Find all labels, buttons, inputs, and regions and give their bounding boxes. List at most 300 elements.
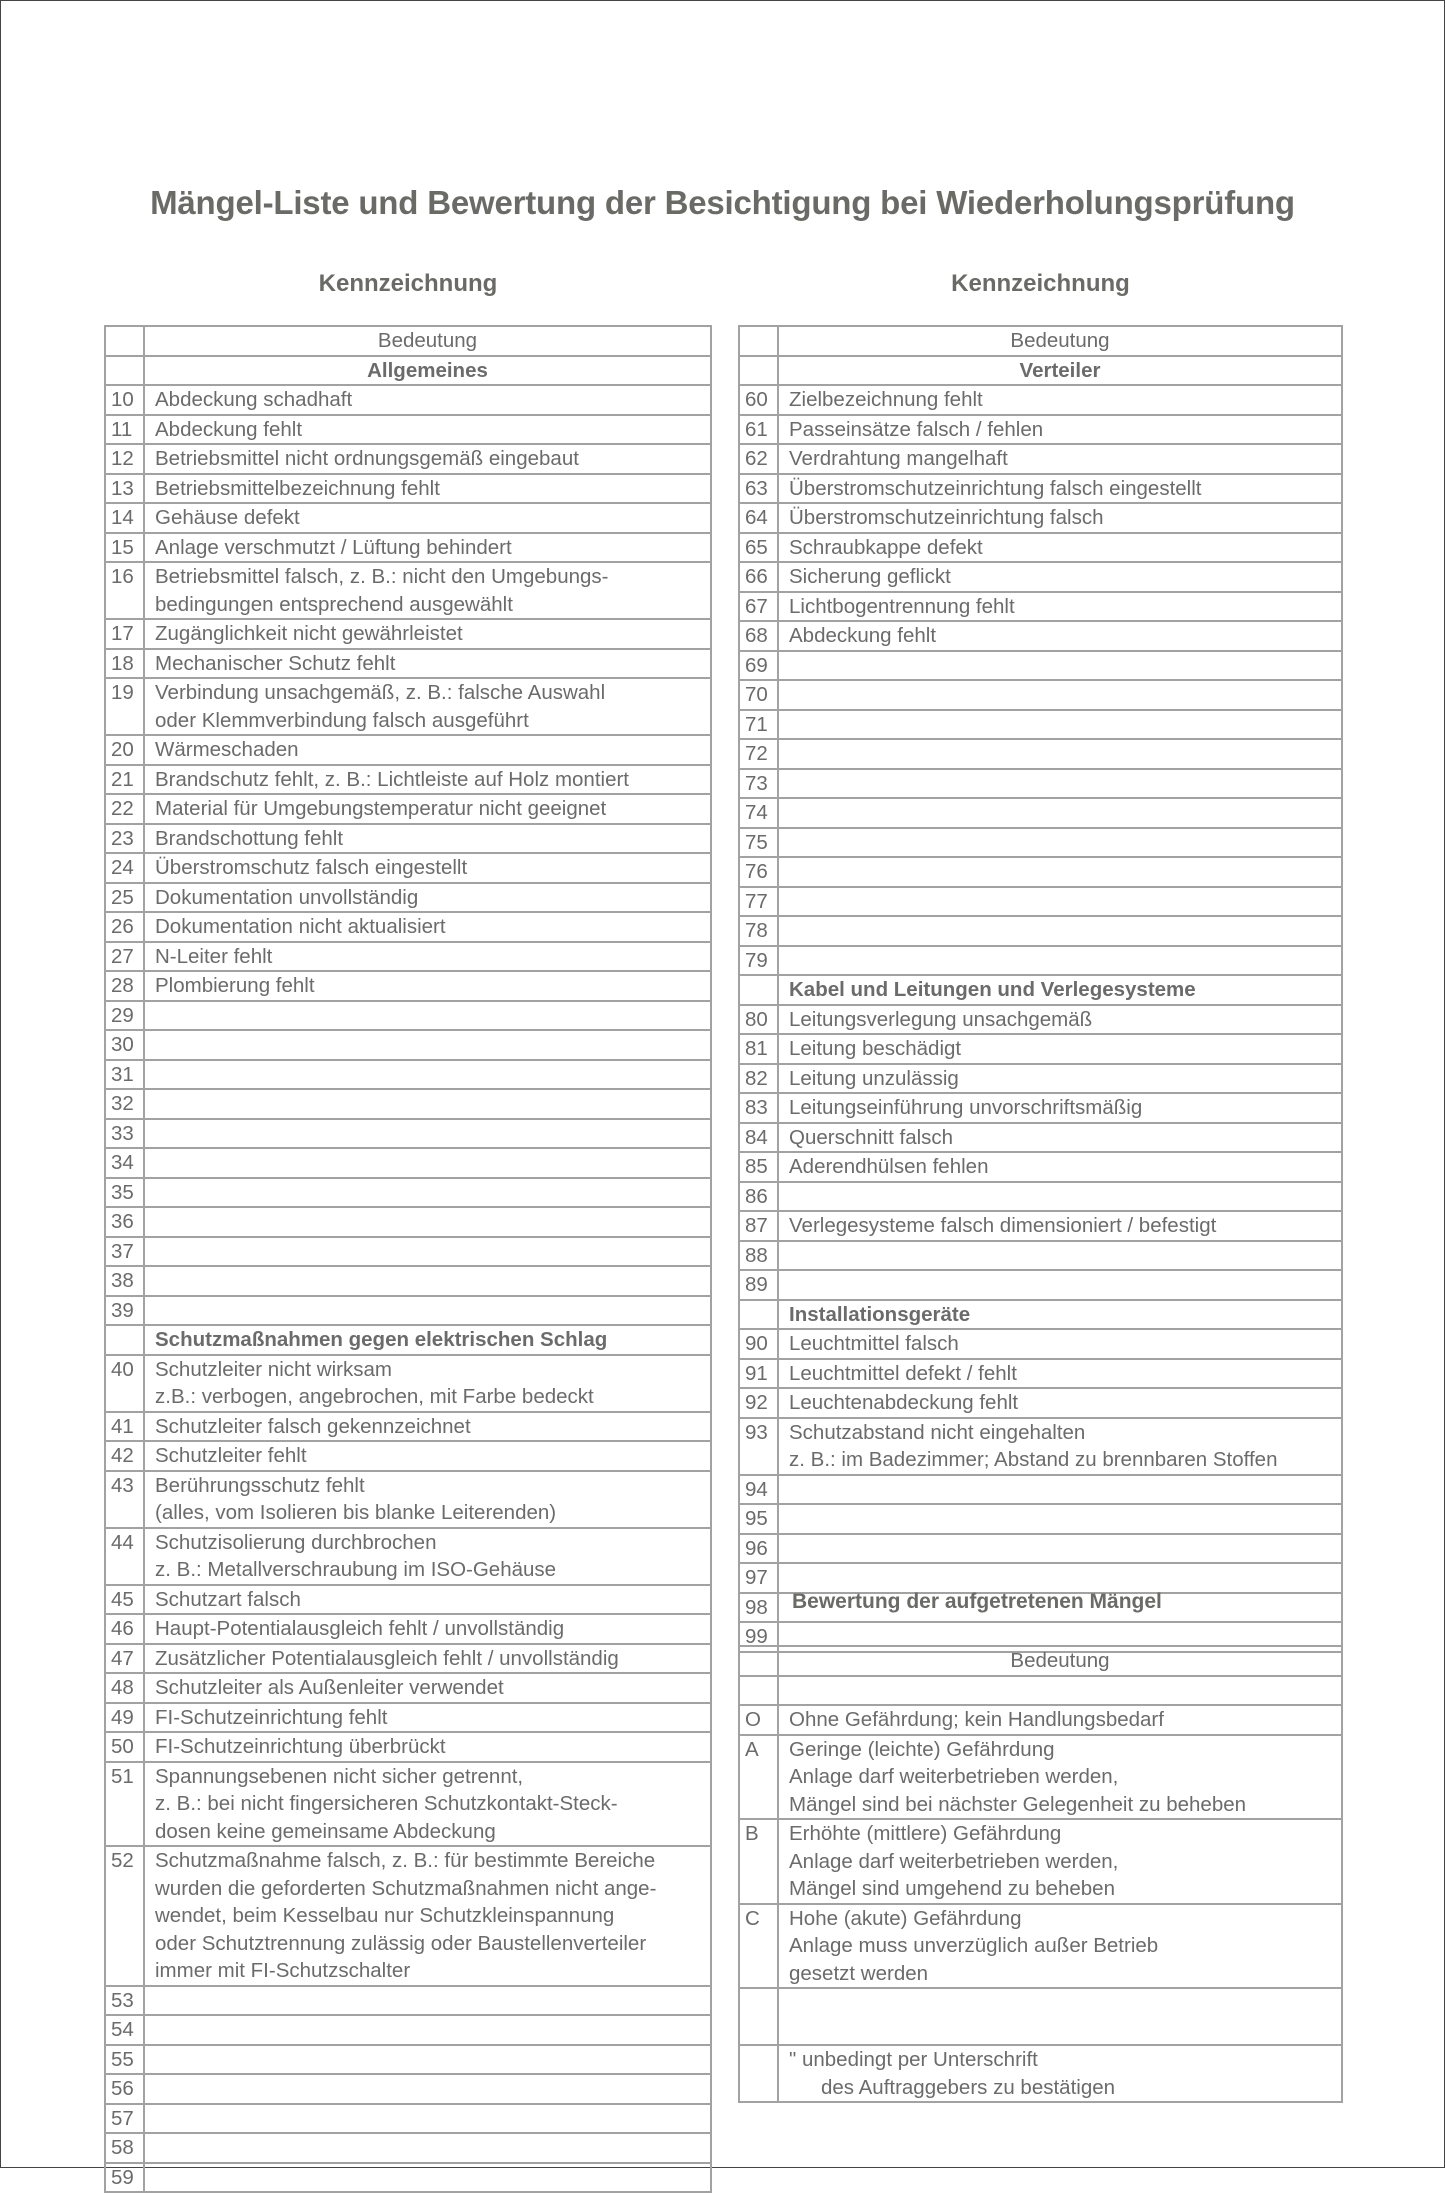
description-line: Haupt-Potentialausgleich fehlt / unvollständig — [155, 1617, 565, 1640]
table-row — [105, 474, 711, 504]
row-number: O — [739, 1705, 778, 1735]
table-row — [105, 1528, 711, 1585]
table-row — [739, 503, 1342, 533]
row-number: 34 — [105, 1148, 144, 1178]
left-heading: Kennzeichnung — [318, 270, 498, 297]
row-description — [778, 1359, 1342, 1389]
table-row — [105, 1237, 711, 1267]
row-number: 59 — [105, 2163, 144, 2193]
row-description[interactable] — [144, 1030, 711, 1060]
table-row — [739, 592, 1342, 622]
row-number: 68 — [739, 621, 778, 651]
row-description — [144, 619, 711, 649]
description-line — [155, 1987, 710, 2015]
row-description — [778, 1211, 1342, 1241]
row-description — [144, 444, 711, 474]
table-row — [105, 1441, 711, 1471]
row-number: 22 — [105, 794, 144, 824]
description-line: Leuchtenabdeckung fehlt — [789, 1391, 1019, 1414]
table-row — [105, 942, 711, 972]
table-row — [105, 912, 711, 942]
description-line: gesetzt werden — [789, 1961, 929, 1985]
description-line — [789, 1183, 1341, 1211]
description-line: z. B.: Metallverschraubung im ISO-Gehäuse — [155, 1558, 557, 1581]
table-row — [105, 2045, 711, 2075]
description-line: Schutzleiter falsch gekennzeichnet — [155, 1414, 471, 1438]
row-description — [144, 824, 711, 854]
row-description[interactable] — [144, 1178, 711, 1208]
description-line: Spannungsebenen nicht sicher getrennt, — [155, 1764, 524, 1788]
description-line: Schutzleiter als Außenleiter verwendet — [155, 1676, 504, 1699]
description-line: Leitung unzulässig — [789, 1066, 959, 1090]
row-number: 91 — [739, 1359, 778, 1389]
evaluation-table — [738, 1645, 1343, 2103]
header-row — [105, 326, 711, 356]
row-number: 94 — [739, 1475, 778, 1505]
description-line — [789, 1505, 1341, 1533]
row-description — [778, 1418, 1342, 1475]
table-row — [739, 1182, 1342, 1212]
table-row — [739, 474, 1342, 504]
row-number: 21 — [105, 765, 144, 795]
row-number: 99 — [739, 1622, 778, 1652]
row-description — [144, 765, 711, 795]
description-line — [789, 829, 1341, 857]
description-line: Abdeckung schadhaft — [155, 388, 353, 411]
row-description — [778, 503, 1342, 533]
table-row — [105, 1355, 711, 1412]
description-line: Verdrahtung mangelhaft — [789, 447, 1008, 470]
row-number: 33 — [105, 1119, 144, 1149]
table-row — [105, 2074, 711, 2104]
section-row — [105, 1325, 711, 1355]
description-line: Abdeckung fehlt — [789, 624, 937, 647]
row-number: 84 — [739, 1123, 778, 1153]
row-number: 69 — [739, 651, 778, 681]
description-line: Zielbezeichnung fehlt — [789, 388, 983, 411]
description-line — [789, 652, 1341, 680]
row-number: 62 — [739, 444, 778, 474]
table-row — [105, 1673, 711, 1703]
section-title: Installationsgeräte — [778, 1300, 1342, 1330]
row-number: 39 — [105, 1296, 144, 1326]
row-description[interactable] — [144, 1296, 711, 1326]
row-number — [739, 1988, 778, 2045]
table-row — [105, 971, 711, 1001]
description-line: Schutzisolierung durchbrochen — [155, 1530, 437, 1554]
section-row — [739, 975, 1342, 1005]
column-header: Bedeutung — [778, 326, 1342, 356]
row-number: 81 — [739, 1034, 778, 1064]
description-line: Aderendhülsen fehlen — [789, 1155, 989, 1178]
section-row — [739, 356, 1342, 386]
row-description — [778, 1388, 1342, 1418]
row-number: 17 — [105, 619, 144, 649]
row-description — [144, 794, 711, 824]
row-number: 47 — [105, 1644, 144, 1674]
row-number: 95 — [739, 1504, 778, 1534]
row-number: 31 — [105, 1060, 144, 1090]
evaluation-heading: Bewertung der aufgetretenen Mängel — [792, 1590, 1162, 1613]
row-number: 46 — [105, 1614, 144, 1644]
description-line: Lichtbogentrennung fehlt — [789, 594, 1015, 618]
description-line: Schutzart falsch — [155, 1587, 301, 1611]
row-description — [144, 912, 711, 942]
row-description — [778, 1123, 1342, 1153]
table-row — [739, 798, 1342, 828]
table-row — [739, 1359, 1342, 1389]
description-line: Leitungsverlegung unsachgemäß — [789, 1007, 1093, 1031]
description-line: Schraubkappe defekt — [789, 535, 983, 559]
row-description[interactable] — [144, 2133, 711, 2163]
row-number: 13 — [105, 474, 144, 504]
description-line — [155, 1267, 710, 1295]
table-row — [105, 562, 711, 619]
row-number: 41 — [105, 1412, 144, 1442]
description-line: z. B.: bei nicht fingersicheren Schutzkontakt-Steck- — [155, 1792, 618, 1815]
description-line — [789, 888, 1341, 916]
description-line — [789, 917, 1341, 945]
table-row — [739, 621, 1342, 651]
table-row — [739, 1904, 1342, 1989]
row-number: 30 — [105, 1030, 144, 1060]
table-row — [105, 2104, 711, 2134]
row-description — [778, 1705, 1342, 1735]
description-line — [155, 1149, 710, 1177]
row-description[interactable] — [778, 710, 1342, 740]
row-description[interactable] — [144, 1119, 711, 1149]
table-row — [739, 1123, 1342, 1153]
row-number: 97 — [739, 1563, 778, 1593]
row-number: 32 — [105, 1089, 144, 1119]
table-row — [739, 1705, 1342, 1735]
row-description[interactable] — [144, 1148, 711, 1178]
row-number: 48 — [105, 1673, 144, 1703]
row-number: 27 — [105, 942, 144, 972]
row-number: 18 — [105, 649, 144, 679]
column-header: Bedeutung — [778, 1646, 1342, 1676]
row-description[interactable] — [144, 1237, 711, 1267]
row-number: 88 — [739, 1241, 778, 1271]
row-description[interactable] — [778, 769, 1342, 799]
table-row — [739, 739, 1342, 769]
description-line — [789, 947, 1341, 975]
table-row — [739, 946, 1342, 976]
table-row — [105, 1585, 711, 1615]
description-line: Geringe (leichte) Gefährdung — [789, 1737, 1055, 1761]
description-line: Material für Umgebungstemperatur nicht geeignet — [155, 797, 607, 820]
row-description — [144, 649, 711, 679]
row-description[interactable] — [778, 857, 1342, 887]
description-line — [155, 2046, 710, 2074]
description-line — [155, 1031, 710, 1059]
description-line: des Auftraggebers zu bestätigen — [821, 2075, 1116, 2099]
table-row — [739, 1388, 1342, 1418]
row-description[interactable] — [144, 1266, 711, 1296]
row-description — [778, 1819, 1342, 1904]
description-line: Berührungsschutz fehlt — [155, 1473, 365, 1497]
description-line: Leuchtmittel defekt / fehlt — [789, 1361, 1017, 1385]
description-line — [789, 1564, 1341, 1592]
row-description[interactable] — [144, 1060, 711, 1090]
row-description — [144, 853, 711, 883]
row-number — [739, 356, 778, 386]
description-line — [789, 1476, 1341, 1504]
description-line: Leitung beschädigt — [789, 1037, 962, 1060]
row-description — [144, 1644, 711, 1674]
description-line — [155, 1061, 710, 1089]
table-row — [739, 444, 1342, 474]
row-description[interactable] — [144, 2104, 711, 2134]
table-row — [105, 2015, 711, 2045]
row-description[interactable] — [144, 2015, 711, 2045]
table-row — [739, 415, 1342, 445]
table-row — [739, 1534, 1342, 1564]
row-description[interactable] — [144, 1001, 711, 1031]
row-description[interactable] — [778, 887, 1342, 917]
row-number: 11 — [105, 415, 144, 445]
row-description — [144, 942, 711, 972]
row-description[interactable] — [144, 1986, 711, 2016]
description-line — [155, 1297, 710, 1325]
row-number — [739, 2045, 778, 2102]
row-description — [778, 444, 1342, 474]
column-header: Bedeutung — [144, 326, 711, 356]
row-number: 37 — [105, 1237, 144, 1267]
description-line: Schutzmaßnahme falsch, z. B.: für bestimmte Bereiche — [155, 1849, 656, 1872]
table-row — [105, 2133, 711, 2163]
table-row — [105, 503, 711, 533]
right-heading: Kennzeichnung — [951, 270, 1130, 297]
description-line: Mechanischer Schutz fehlt — [155, 651, 396, 675]
description-line: Leuchtmittel falsch — [789, 1332, 959, 1355]
header-num-cell — [739, 1646, 778, 1676]
row-description — [144, 1585, 711, 1615]
description-line: Hohe (akute) Gefährdung — [789, 1906, 1022, 1930]
row-number: 85 — [739, 1152, 778, 1182]
row-number: 52 — [105, 1846, 144, 1986]
description-line — [155, 2105, 710, 2133]
row-description — [144, 562, 711, 619]
description-line — [155, 1208, 710, 1236]
row-description — [144, 1528, 711, 1585]
row-description — [778, 533, 1342, 563]
row-description[interactable] — [144, 1089, 711, 1119]
table-row — [105, 2163, 711, 2193]
table-row — [105, 853, 711, 883]
table-row — [739, 1988, 1342, 2045]
table-row — [105, 765, 711, 795]
row-description — [144, 971, 711, 1001]
description-line: N-Leiter fehlt — [155, 944, 273, 968]
row-description — [778, 621, 1342, 651]
row-number: B — [739, 1819, 778, 1904]
row-number: 10 — [105, 385, 144, 415]
row-description — [778, 1152, 1342, 1182]
row-number — [105, 1325, 144, 1355]
row-description — [144, 1846, 711, 1986]
section-title: Verteiler — [778, 356, 1342, 386]
row-description — [144, 1471, 711, 1528]
table-row — [105, 444, 711, 474]
row-description[interactable] — [778, 1563, 1342, 1593]
description-line — [789, 740, 1341, 768]
table-row — [105, 1266, 711, 1296]
row-description — [144, 1732, 711, 1762]
row-description[interactable] — [778, 1988, 1342, 2045]
description-line: Betriebsmittel nicht ordnungsgemäß eingebaut — [155, 447, 579, 470]
table-row — [739, 1005, 1342, 1035]
row-description[interactable] — [778, 1676, 1342, 1706]
row-description — [144, 1441, 711, 1471]
row-description — [144, 1614, 711, 1644]
description-line — [155, 2134, 710, 2162]
description-line: Wärmeschaden — [155, 738, 299, 761]
description-line — [789, 1677, 1341, 1705]
row-description — [778, 1904, 1342, 1989]
row-number: 20 — [105, 735, 144, 765]
table-row — [739, 1563, 1342, 1593]
row-number: 61 — [739, 415, 778, 445]
row-number: 15 — [105, 533, 144, 563]
description-line: Anlage muss unverzüglich außer Betrieb — [789, 1934, 1159, 1957]
description-line: Verbindung unsachgemäß, z. B.: falsche Auswahl — [155, 681, 606, 704]
table-row — [739, 680, 1342, 710]
table-row — [739, 1329, 1342, 1359]
description-line: bedingungen entsprechend ausgewählt — [155, 592, 513, 616]
table-row — [105, 1762, 711, 1847]
table-row — [739, 1676, 1342, 1706]
table-row — [105, 1986, 711, 2016]
row-description[interactable] — [778, 946, 1342, 976]
table-row — [105, 649, 711, 679]
header-num-cell — [105, 326, 144, 356]
description-line: (alles, vom Isolieren bis blanke Leiterenden) — [155, 1501, 557, 1524]
row-description — [778, 2045, 1342, 2102]
row-description — [144, 533, 711, 563]
description-line: FI-Schutzeinrichtung überbrückt — [155, 1735, 446, 1758]
table-row — [105, 1471, 711, 1528]
description-line: Betriebsmittelbezeichnung fehlt — [155, 476, 440, 500]
table-row — [739, 1064, 1342, 1094]
row-description[interactable] — [778, 1270, 1342, 1300]
row-number: 87 — [739, 1211, 778, 1241]
row-description[interactable] — [778, 739, 1342, 769]
row-number: 82 — [739, 1064, 778, 1094]
row-number: 71 — [739, 710, 778, 740]
description-line: FI-Schutzeinrichtung fehlt — [155, 1705, 388, 1729]
row-number: 77 — [739, 887, 778, 917]
section-title: Kabel und Leitungen und Verlegesysteme — [778, 975, 1342, 1005]
description-line: Überstromschutzeinrichtung falsch — [789, 506, 1104, 529]
description-line: Gehäuse defekt — [155, 506, 300, 529]
row-number: 92 — [739, 1388, 778, 1418]
table-row — [105, 1846, 711, 1986]
row-description[interactable] — [144, 1207, 711, 1237]
description-line: Überstromschutz falsch eingestellt — [155, 856, 468, 879]
description-line: Ohne Gefährdung; kein Handlungsbedarf — [789, 1708, 1164, 1731]
row-number: 90 — [739, 1329, 778, 1359]
row-number — [739, 1300, 778, 1330]
description-line: Verlegesysteme falsch dimensioniert / befestigt — [789, 1214, 1217, 1237]
row-description[interactable] — [778, 1241, 1342, 1271]
table-row — [739, 1152, 1342, 1182]
row-description[interactable] — [778, 828, 1342, 858]
row-description[interactable] — [778, 680, 1342, 710]
table-row — [105, 415, 711, 445]
row-number: 76 — [739, 857, 778, 887]
row-description — [144, 678, 711, 735]
table-row — [105, 824, 711, 854]
description-line: oder Klemmverbindung falsch ausgeführt — [155, 708, 529, 732]
row-number: 86 — [739, 1182, 778, 1212]
description-line: Erhöhte (mittlere) Gefährdung — [789, 1822, 1062, 1845]
row-number: 80 — [739, 1005, 778, 1035]
row-description[interactable] — [778, 1504, 1342, 1534]
description-line: Mängel sind bei nächster Gelegenheit zu beheben — [789, 1792, 1247, 1816]
description-line — [155, 2016, 710, 2044]
table-row — [739, 533, 1342, 563]
row-description — [144, 1355, 711, 1412]
row-number: 60 — [739, 385, 778, 415]
row-description[interactable] — [144, 2074, 711, 2104]
description-line — [789, 1271, 1341, 1299]
description-line: Leitungseinführung unvorschriftsmäßig — [789, 1096, 1143, 1119]
table-row — [739, 1270, 1342, 1300]
row-number: 42 — [105, 1441, 144, 1471]
table-row — [739, 916, 1342, 946]
description-line: wurden die geforderten Schutzmaßnahmen nicht ange- — [155, 1876, 657, 1900]
row-description — [778, 474, 1342, 504]
description-line: Zusätzlicher Potentialausgleich fehlt / unvollständig — [155, 1646, 619, 1670]
description-line: Dokumentation unvollständig — [155, 885, 419, 909]
row-number: 36 — [105, 1207, 144, 1237]
description-line: " unbedingt per Unterschrift — [789, 2048, 1038, 2071]
description-line: Passeinsätze falsch / fehlen — [789, 417, 1044, 441]
section-row — [105, 356, 711, 386]
row-description — [144, 1762, 711, 1847]
table-row — [105, 1207, 711, 1237]
table-row — [105, 1148, 711, 1178]
row-number: 63 — [739, 474, 778, 504]
row-description[interactable] — [778, 651, 1342, 681]
row-number — [739, 1676, 778, 1706]
row-description[interactable] — [144, 2045, 711, 2075]
row-description[interactable] — [144, 2163, 711, 2193]
table-row — [739, 1504, 1342, 1534]
row-description[interactable] — [778, 1182, 1342, 1212]
description-line — [155, 1090, 710, 1118]
row-description[interactable] — [778, 798, 1342, 828]
row-description[interactable] — [778, 1534, 1342, 1564]
description-line: Brandschutz fehlt, z. B.: Lichtleiste auf Holz montiert — [155, 767, 629, 791]
row-description — [144, 1412, 711, 1442]
table-row — [105, 883, 711, 913]
description-line: Mängel sind umgehend zu beheben — [789, 1877, 1115, 1900]
row-number: 74 — [739, 798, 778, 828]
row-number: 19 — [105, 678, 144, 735]
table-row — [105, 1119, 711, 1149]
header-row — [739, 326, 1342, 356]
table-row — [739, 828, 1342, 858]
row-number: 64 — [739, 503, 778, 533]
row-description[interactable] — [778, 1475, 1342, 1505]
header-row — [739, 1646, 1342, 1676]
table-row — [739, 562, 1342, 592]
row-description[interactable] — [778, 916, 1342, 946]
description-line: wendet, beim Kesselbau nur Schutzkleinspannung — [155, 1904, 615, 1927]
row-number: 14 — [105, 503, 144, 533]
